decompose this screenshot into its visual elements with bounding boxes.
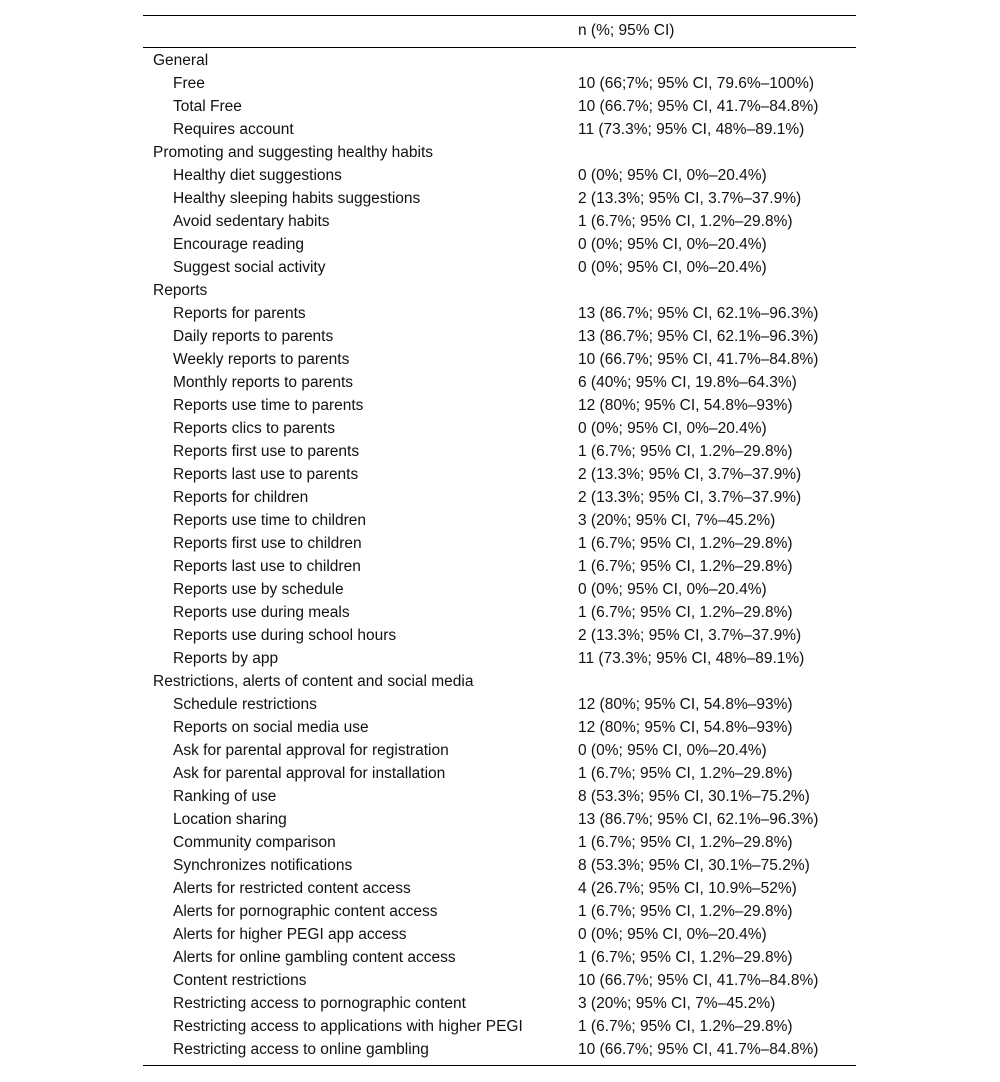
row-label: Weekly reports to parents (173, 351, 350, 368)
row-value: 0 (0%; 95% CI, 0%–20.4%) (578, 926, 767, 943)
table-row (143, 854, 856, 877)
table-row (143, 831, 856, 854)
row-value: 10 (66.7%; 95% CI, 41.7%–84.8%) (578, 98, 819, 115)
column-header-n-percent-ci: n (%; 95% CI) (578, 22, 675, 39)
table-row (143, 739, 856, 762)
row-value: 1 (6.7%; 95% CI, 1.2%–29.8%) (578, 765, 793, 782)
data-table (143, 15, 856, 1066)
table-row (143, 164, 856, 187)
table-row (143, 256, 856, 279)
table-row (143, 233, 856, 256)
row-label: Community comparison (173, 834, 336, 851)
row-label: Restricting access to online gambling (173, 1041, 429, 1058)
table-row (143, 417, 856, 440)
row-value: 13 (86.7%; 95% CI, 62.1%–96.3%) (578, 328, 819, 345)
row-label: Daily reports to parents (173, 328, 334, 345)
row-label: Alerts for higher PEGI app access (173, 926, 407, 943)
row-value: 6 (40%; 95% CI, 19.8%–64.3%) (578, 374, 797, 391)
row-label: Reports use by schedule (173, 581, 344, 598)
section-heading-row (143, 49, 856, 72)
row-label: Reports use time to children (173, 512, 366, 529)
row-value: 0 (0%; 95% CI, 0%–20.4%) (578, 236, 767, 253)
table-row (143, 210, 856, 233)
table-row (143, 325, 856, 348)
section-heading-row (143, 670, 856, 693)
row-value: 4 (26.7%; 95% CI, 10.9%–52%) (578, 880, 797, 897)
row-value: 1 (6.7%; 95% CI, 1.2%–29.8%) (578, 535, 793, 552)
row-value: 10 (66;7%; 95% CI, 79.6%–100%) (578, 75, 815, 92)
row-value: 0 (0%; 95% CI, 0%–20.4%) (578, 581, 767, 598)
table-row (143, 72, 856, 95)
table-row (143, 555, 856, 578)
table-row (143, 371, 856, 394)
row-value: 11 (73.3%; 95% CI, 48%–89.1%) (578, 121, 805, 138)
row-label: Monthly reports to parents (173, 374, 354, 391)
row-label: Ask for parental approval for installation (173, 765, 446, 782)
table-row (143, 716, 856, 739)
row-label: Reports for children (173, 489, 309, 506)
row-label: Alerts for pornographic content access (173, 903, 438, 920)
table-row (143, 647, 856, 670)
row-label: Healthy diet suggestions (173, 167, 342, 184)
row-value: 2 (13.3%; 95% CI, 3.7%–37.9%) (578, 190, 802, 207)
row-label: Healthy sleeping habits suggestions (173, 190, 421, 207)
row-label: Restricting access to pornographic content (173, 995, 466, 1012)
row-label: Avoid sedentary habits (173, 213, 330, 230)
table-row (143, 923, 856, 946)
table-row (143, 601, 856, 624)
table-row (143, 992, 856, 1015)
row-value: 1 (6.7%; 95% CI, 1.2%–29.8%) (578, 213, 793, 230)
row-label: Reports clics to parents (173, 420, 335, 437)
row-label: Ask for parental approval for registration (173, 742, 449, 759)
row-label: Total Free (173, 98, 242, 115)
row-label: Synchronizes notifications (173, 857, 353, 874)
row-value: 1 (6.7%; 95% CI, 1.2%–29.8%) (578, 443, 793, 460)
table-row (143, 808, 856, 831)
row-value: 8 (53.3%; 95% CI, 30.1%–75.2%) (578, 857, 810, 874)
table-row (143, 785, 856, 808)
row-label: Reports for parents (173, 305, 306, 322)
row-value: 11 (73.3%; 95% CI, 48%–89.1%) (578, 650, 805, 667)
row-label: Content restrictions (173, 972, 307, 989)
row-value: 2 (13.3%; 95% CI, 3.7%–37.9%) (578, 627, 802, 644)
row-value: 8 (53.3%; 95% CI, 30.1%–75.2%) (578, 788, 810, 805)
table-row (143, 693, 856, 716)
section-label: General (153, 52, 209, 69)
row-label: Requires account (173, 121, 294, 138)
row-value: 13 (86.7%; 95% CI, 62.1%–96.3%) (578, 305, 819, 322)
table-row (143, 440, 856, 463)
table-row (143, 486, 856, 509)
row-label: Encourage reading (173, 236, 304, 253)
row-value: 2 (13.3%; 95% CI, 3.7%–37.9%) (578, 489, 802, 506)
table-row (143, 463, 856, 486)
table-row (143, 969, 856, 992)
row-label: Reports use time to parents (173, 397, 364, 414)
row-value: 0 (0%; 95% CI, 0%–20.4%) (578, 167, 767, 184)
row-value: 10 (66.7%; 95% CI, 41.7%–84.8%) (578, 972, 819, 989)
table-row (143, 1015, 856, 1038)
row-label: Reports last use to children (173, 558, 361, 575)
row-label: Reports first use to parents (173, 443, 360, 460)
table-row (143, 302, 856, 325)
table-row (143, 509, 856, 532)
row-value: 1 (6.7%; 95% CI, 1.2%–29.8%) (578, 604, 793, 621)
row-value: 10 (66.7%; 95% CI, 41.7%–84.8%) (578, 1041, 819, 1058)
row-value: 10 (66.7%; 95% CI, 41.7%–84.8%) (578, 351, 819, 368)
row-value: 2 (13.3%; 95% CI, 3.7%–37.9%) (578, 466, 802, 483)
row-label: Alerts for online gambling content access (173, 949, 456, 966)
table-row (143, 946, 856, 969)
row-value: 0 (0%; 95% CI, 0%–20.4%) (578, 259, 767, 276)
row-label: Reports by app (173, 650, 279, 667)
row-label: Schedule restrictions (173, 696, 317, 713)
row-label: Ranking of use (173, 788, 277, 805)
row-label: Reports last use to parents (173, 466, 359, 483)
row-value: 1 (6.7%; 95% CI, 1.2%–29.8%) (578, 903, 793, 920)
table-row (143, 877, 856, 900)
row-label: Reports on social media use (173, 719, 369, 736)
row-label: Reports first use to children (173, 535, 362, 552)
section-heading-row (143, 141, 856, 164)
row-value: 3 (20%; 95% CI, 7%–45.2%) (578, 995, 776, 1012)
table-row (143, 578, 856, 601)
section-label: Promoting and suggesting healthy habits (153, 144, 434, 161)
row-label: Restricting access to applications with higher PEGI (173, 1018, 523, 1035)
row-value: 12 (80%; 95% CI, 54.8%–93%) (578, 397, 793, 414)
row-label: Reports use during school hours (173, 627, 397, 644)
table-header (143, 16, 856, 48)
table-row (143, 1038, 856, 1061)
row-label: Reports use during meals (173, 604, 350, 621)
row-label: Suggest social activity (173, 259, 326, 276)
row-value: 12 (80%; 95% CI, 54.8%–93%) (578, 696, 793, 713)
row-value: 13 (86.7%; 95% CI, 62.1%–96.3%) (578, 811, 819, 828)
row-value: 1 (6.7%; 95% CI, 1.2%–29.8%) (578, 1018, 793, 1035)
row-label: Free (173, 75, 205, 92)
table-body (143, 48, 856, 1066)
table-row (143, 394, 856, 417)
row-value: 1 (6.7%; 95% CI, 1.2%–29.8%) (578, 949, 793, 966)
table-row (143, 95, 856, 118)
row-value: 0 (0%; 95% CI, 0%–20.4%) (578, 420, 767, 437)
row-label: Alerts for restricted content access (173, 880, 411, 897)
row-value: 3 (20%; 95% CI, 7%–45.2%) (578, 512, 776, 529)
section-heading-row (143, 279, 856, 302)
table-row (143, 762, 856, 785)
table-row (143, 900, 856, 923)
section-label: Reports (153, 282, 208, 299)
row-label: Location sharing (173, 811, 287, 828)
section-label: Restrictions, alerts of content and social media (153, 673, 474, 690)
table-row (143, 187, 856, 210)
row-value: 0 (0%; 95% CI, 0%–20.4%) (578, 742, 767, 759)
row-value: 1 (6.7%; 95% CI, 1.2%–29.8%) (578, 834, 793, 851)
table-row (143, 624, 856, 647)
table-row (143, 118, 856, 141)
table-row (143, 532, 856, 555)
row-value: 12 (80%; 95% CI, 54.8%–93%) (578, 719, 793, 736)
row-value: 1 (6.7%; 95% CI, 1.2%–29.8%) (578, 558, 793, 575)
table-row (143, 348, 856, 371)
